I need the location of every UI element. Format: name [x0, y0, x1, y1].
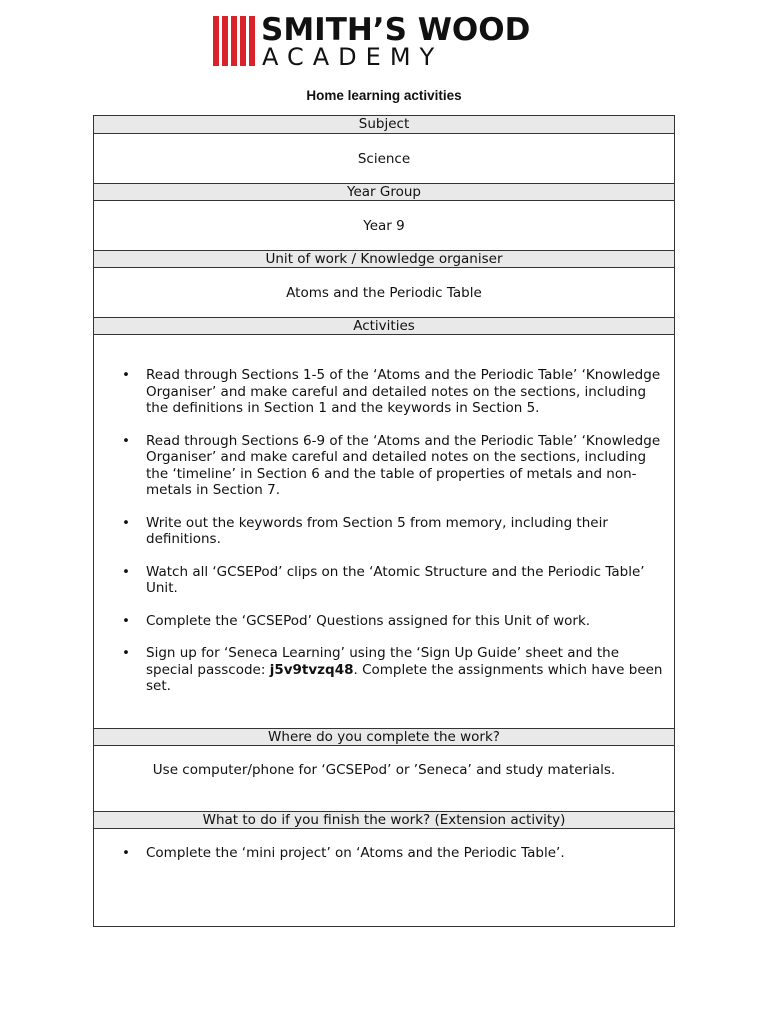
extension-list — [94, 845, 674, 862]
unit-value — [94, 267, 674, 317]
activities-body — [94, 334, 674, 728]
seneca-passcode: j5v9tvzq48 — [269, 661, 354, 678]
academy-logo — [213, 14, 558, 70]
year-group-header: Year Group — [94, 183, 674, 200]
activities-table — [93, 115, 675, 927]
list-item: • Watch all ‘GCSEPod’ clips on the ‘Atomic Structure and the Periodic Table’ Unit. — [94, 564, 674, 597]
seneca-text-before: Sign up for ‘Seneca Learning’ using the ‘Sign Up Guide’ sheet and the special passcode: — [146, 645, 620, 678]
activities-header: Activities — [94, 317, 674, 334]
unit-text: Atoms and the Periodic Table — [286, 284, 482, 301]
where-header: Where do you complete the work? — [94, 728, 674, 745]
list-item: • Complete the ‘GCSEPod’ Questions assigned for this Unit of work. — [94, 613, 674, 630]
extension-body — [94, 828, 674, 926]
where-body — [94, 745, 674, 811]
page-title: Home learning activities — [306, 88, 462, 103]
list-item: • Write out the keywords from Section 5 from memory, including their definitions. — [94, 515, 674, 548]
logo-name-line1: SMITH’S WOOD — [261, 12, 531, 48]
list-item: • Complete the ‘mini project’ on ‘Atoms and the Periodic Table’. — [94, 845, 674, 862]
seneca-text-after: . Complete the assignments which have been set. — [146, 661, 663, 694]
where-text: Use computer/phone for ‘GCSEPod’ or ’Seneca’ and study materials. — [152, 762, 616, 778]
list-item: • Read through Sections 6-9 of the ‘Atoms and the Periodic Table’ ‘Knowledge Organiser’ and make careful and detailed notes on the sections, including the ‘timeline’ in Section 6 and the table of properties of metals and non-metals in Section 7. — [94, 433, 674, 499]
logo-bars-mark — [213, 16, 257, 66]
activities-list — [94, 367, 674, 695]
year-group-value — [94, 200, 674, 250]
list-item: • Read through Sections 1-5 of the ‘Atoms and the Periodic Table’ ‘Knowledge Organiser’ and make careful and detailed notes on the sections, including the definitions in Section 1 and the keywords in Section 5. — [94, 367, 674, 417]
year-group-text: Year 9 — [363, 217, 405, 234]
extension-header: What to do if you finish the work? (Extension activity) — [94, 811, 674, 828]
logo-name-line2: ACADEMY — [262, 43, 444, 71]
unit-header: Unit of work / Knowledge organiser — [94, 250, 674, 267]
subject-header: Subject — [94, 116, 674, 133]
list-item-seneca — [94, 645, 674, 695]
subject-text: Science — [357, 150, 411, 167]
subject-value — [94, 133, 674, 183]
